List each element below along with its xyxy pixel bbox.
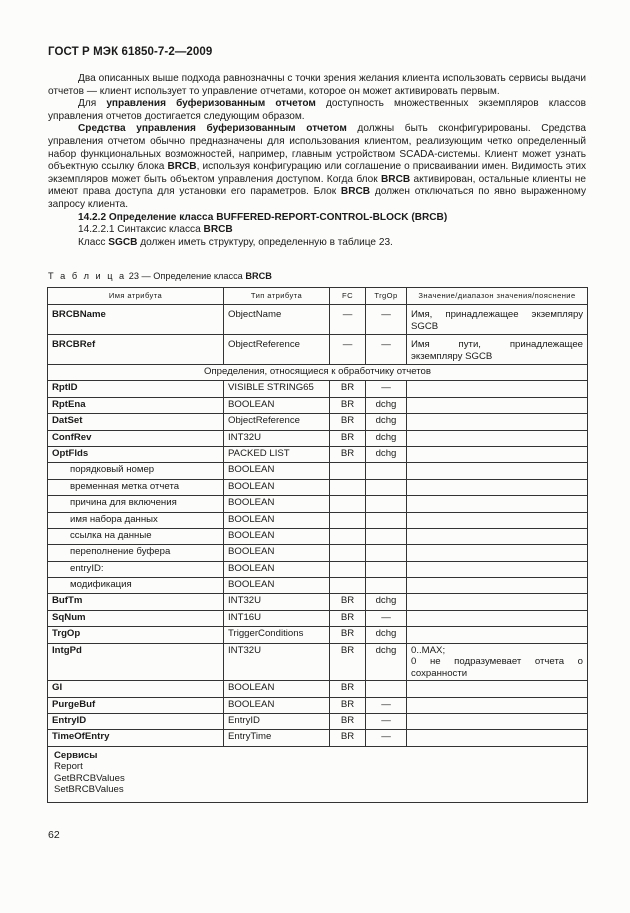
- value-cell: [407, 561, 588, 577]
- attribute-type-cell: INT16U: [224, 610, 330, 626]
- trgop-cell: —: [366, 381, 407, 397]
- value-cell: [407, 697, 588, 713]
- attribute-name-cell: ConfRev: [48, 430, 224, 446]
- paragraph-1: Два описанных выше подхода равнозначны с точки зрения желания клиента использовать сервисы выдачи отчетов — клиент использует то управление отчетами, которое он может активировать первым.: [48, 73, 586, 97]
- body-text: [48, 73, 586, 249]
- section-row: Определения, относящиеся к обработчику отчетов: [48, 365, 588, 381]
- fc-cell: BR: [330, 627, 366, 643]
- attribute-type-cell: BOOLEAN: [224, 561, 330, 577]
- trgop-cell: [366, 681, 407, 697]
- fc-cell: BR: [330, 681, 366, 697]
- table-row: [48, 414, 588, 430]
- table-row: [48, 446, 588, 462]
- trgop-cell: [366, 528, 407, 544]
- attribute-name-cell: RptEna: [48, 397, 224, 413]
- attribute-type-cell: BOOLEAN: [224, 681, 330, 697]
- attribute-type-cell: EntryTime: [224, 730, 330, 746]
- attribute-type-cell: INT32U: [224, 430, 330, 446]
- fc-cell: BR: [330, 643, 366, 681]
- value-cell: [407, 610, 588, 626]
- trgop-cell: [366, 578, 407, 594]
- section-heading: 14.2.2 Определение класса BUFFERED-REPORT-CONTROL-BLOCK (BRCB): [78, 211, 448, 223]
- fc-cell: BR: [330, 697, 366, 713]
- table-row: [48, 594, 588, 610]
- trgop-cell: [366, 479, 407, 495]
- trgop-cell: —: [366, 730, 407, 746]
- attribute-name-cell: GI: [48, 681, 224, 697]
- attribute-name-cell: ссылка на данные: [48, 528, 224, 544]
- fc-cell: [330, 561, 366, 577]
- value-cell: [407, 681, 588, 697]
- value-cell: [407, 528, 588, 544]
- trgop-cell: —: [366, 697, 407, 713]
- fc-cell: BR: [330, 610, 366, 626]
- fc-cell: BR: [330, 446, 366, 462]
- attribute-type-cell: BOOLEAN: [224, 545, 330, 561]
- table-row: [48, 463, 588, 479]
- attribute-name-cell: причина для включения: [48, 496, 224, 512]
- attribute-name-cell: имя набора данных: [48, 512, 224, 528]
- trgop-cell: [366, 561, 407, 577]
- table-row: [48, 627, 588, 643]
- attribute-name-cell: IntgPd: [48, 643, 224, 681]
- table-row: [48, 681, 588, 697]
- attribute-type-cell: INT32U: [224, 594, 330, 610]
- attribute-type-cell: BOOLEAN: [224, 463, 330, 479]
- table-row: [48, 561, 588, 577]
- header-trgop: TrgOp: [366, 288, 407, 305]
- paragraph-3: Средства управления буферизованным отчетом должны быть сконфигурированы. Средства управления отчетом обычно предназначены для использования клиентом, реализующим четко определенный набор функциональных возможностей, например, главным устройством SCADA-системы. Клиент может узнать объектную ссылку блока BRCB, используя конфигурацию или соглашение о присваивании имен. Видимость этих экземпляров может быть объектом управления доступом. Когда блок BRCB активирован, остальные клиенты не имеют права доступа для установки его параметров. Блок BRCB должен отключаться по явно выраженному запросу клиента.: [48, 123, 586, 210]
- attribute-name-cell: EntryID: [48, 713, 224, 729]
- trgop-cell: dchg: [366, 414, 407, 430]
- fc-cell: [330, 463, 366, 479]
- fc-cell: [330, 545, 366, 561]
- trgop-cell: —: [366, 713, 407, 729]
- attribute-name-cell: переполнение буфера: [48, 545, 224, 561]
- trgop-cell: [366, 463, 407, 479]
- attribute-name-cell: OptFlds: [48, 446, 224, 462]
- header-fc: FC: [330, 288, 366, 305]
- trgop-cell: dchg: [366, 627, 407, 643]
- attribute-type-cell: BOOLEAN: [224, 512, 330, 528]
- attribute-type-cell: EntryID: [224, 713, 330, 729]
- services-row: [48, 746, 588, 802]
- table-row: BRCBRef ObjectReference — — Имя пути, принадлежащее экземпляру SGCB: [48, 335, 588, 365]
- attribute-name-cell: RptID: [48, 381, 224, 397]
- attribute-type-cell: BOOLEAN: [224, 479, 330, 495]
- value-cell: [407, 463, 588, 479]
- value-cell: [407, 414, 588, 430]
- table-row: BRCBName ObjectName — — Имя, принадлежащее экземпляру SGCB: [48, 305, 588, 335]
- attribute-name-cell: порядковый номер: [48, 463, 224, 479]
- attribute-name-cell: SqNum: [48, 610, 224, 626]
- paragraph-4: Класс SGCB должен иметь структуру, определенную в таблице 23.: [78, 236, 393, 248]
- attribute-name-cell: TimeOfEntry: [48, 730, 224, 746]
- table-row: [48, 528, 588, 544]
- value-cell: [407, 713, 588, 729]
- value-cell: [407, 479, 588, 495]
- table-row: [48, 381, 588, 397]
- value-cell: [407, 496, 588, 512]
- attribute-name-cell: TrgOp: [48, 627, 224, 643]
- table-row: [48, 697, 588, 713]
- service-item: SetBRCBValues: [54, 784, 124, 796]
- services-title: Сервисы: [54, 749, 98, 761]
- brcb-definition-table: [47, 287, 588, 803]
- table-row: [48, 545, 588, 561]
- fc-cell: BR: [330, 414, 366, 430]
- attribute-name-cell: модификация: [48, 578, 224, 594]
- attribute-type-cell: BOOLEAN: [224, 578, 330, 594]
- value-cell: [407, 512, 588, 528]
- value-cell: [407, 430, 588, 446]
- value-cell: [407, 594, 588, 610]
- header-attribute-name: Имя атрибута: [48, 288, 224, 305]
- attribute-name-cell: временная метка отчета: [48, 479, 224, 495]
- table-row: [48, 397, 588, 413]
- page-number: 62: [48, 829, 60, 841]
- attribute-name-cell: PurgeBuf: [48, 697, 224, 713]
- attribute-type-cell: VISIBLE STRING65: [224, 381, 330, 397]
- service-item: GetBRCBValues: [54, 772, 125, 784]
- value-cell: [407, 730, 588, 746]
- value-cell: [407, 545, 588, 561]
- attribute-type-cell: BOOLEAN: [224, 528, 330, 544]
- trgop-cell: dchg: [366, 446, 407, 462]
- attribute-name-cell: entryID:: [48, 561, 224, 577]
- attribute-name-cell: DatSet: [48, 414, 224, 430]
- paragraph-2: Для управления буферизованным отчетом доступность множественных экземпляров классов управления отчетов достигается следующим образом.: [48, 98, 586, 122]
- table-row: [48, 479, 588, 495]
- trgop-cell: dchg: [366, 643, 407, 681]
- fc-cell: [330, 578, 366, 594]
- attribute-type-cell: BOOLEAN: [224, 697, 330, 713]
- value-cell: [407, 381, 588, 397]
- value-cell: [407, 627, 588, 643]
- fc-cell: [330, 479, 366, 495]
- attribute-type-cell: INT32U: [224, 643, 330, 681]
- sub-heading: 14.2.2.1 Синтаксис класса BRCB: [78, 224, 233, 236]
- table-row: [48, 512, 588, 528]
- fc-cell: BR: [330, 381, 366, 397]
- attribute-name-cell: BufTm: [48, 594, 224, 610]
- table-header-row: [48, 288, 588, 305]
- table-caption: Т а б л и ц а 23 — Определение класса BRCB: [48, 271, 272, 281]
- fc-cell: BR: [330, 730, 366, 746]
- fc-cell: BR: [330, 594, 366, 610]
- value-cell: 0..MAX; 0 не подразумевает отчета о сохранности: [407, 643, 588, 681]
- value-cell: [407, 446, 588, 462]
- table-row: [48, 610, 588, 626]
- attribute-type-cell: PACKED LIST: [224, 446, 330, 462]
- fc-cell: BR: [330, 713, 366, 729]
- table-row: [48, 713, 588, 729]
- table-row: [48, 578, 588, 594]
- attribute-type-cell: BOOLEAN: [224, 397, 330, 413]
- trgop-cell: dchg: [366, 397, 407, 413]
- header-attribute-type: Тип атрибута: [224, 288, 330, 305]
- trgop-cell: dchg: [366, 430, 407, 446]
- attribute-type-cell: ObjectReference: [224, 414, 330, 430]
- fc-cell: BR: [330, 397, 366, 413]
- trgop-cell: [366, 496, 407, 512]
- fc-cell: [330, 496, 366, 512]
- service-item: Report: [54, 761, 83, 773]
- fc-cell: [330, 512, 366, 528]
- document-header: ГОСТ Р МЭК 61850-7-2—2009: [48, 46, 213, 58]
- table-row: [48, 430, 588, 446]
- trgop-cell: [366, 545, 407, 561]
- value-cell: [407, 578, 588, 594]
- attribute-type-cell: BOOLEAN: [224, 496, 330, 512]
- table-row: [48, 643, 588, 681]
- fc-cell: BR: [330, 430, 366, 446]
- fc-cell: [330, 528, 366, 544]
- trgop-cell: [366, 512, 407, 528]
- trgop-cell: —: [366, 610, 407, 626]
- table-row: [48, 730, 588, 746]
- trgop-cell: dchg: [366, 594, 407, 610]
- table-row: [48, 496, 588, 512]
- header-value-range: Значение/диапазон значения/пояснение: [407, 288, 588, 305]
- attribute-type-cell: TriggerConditions: [224, 627, 330, 643]
- value-cell: [407, 397, 588, 413]
